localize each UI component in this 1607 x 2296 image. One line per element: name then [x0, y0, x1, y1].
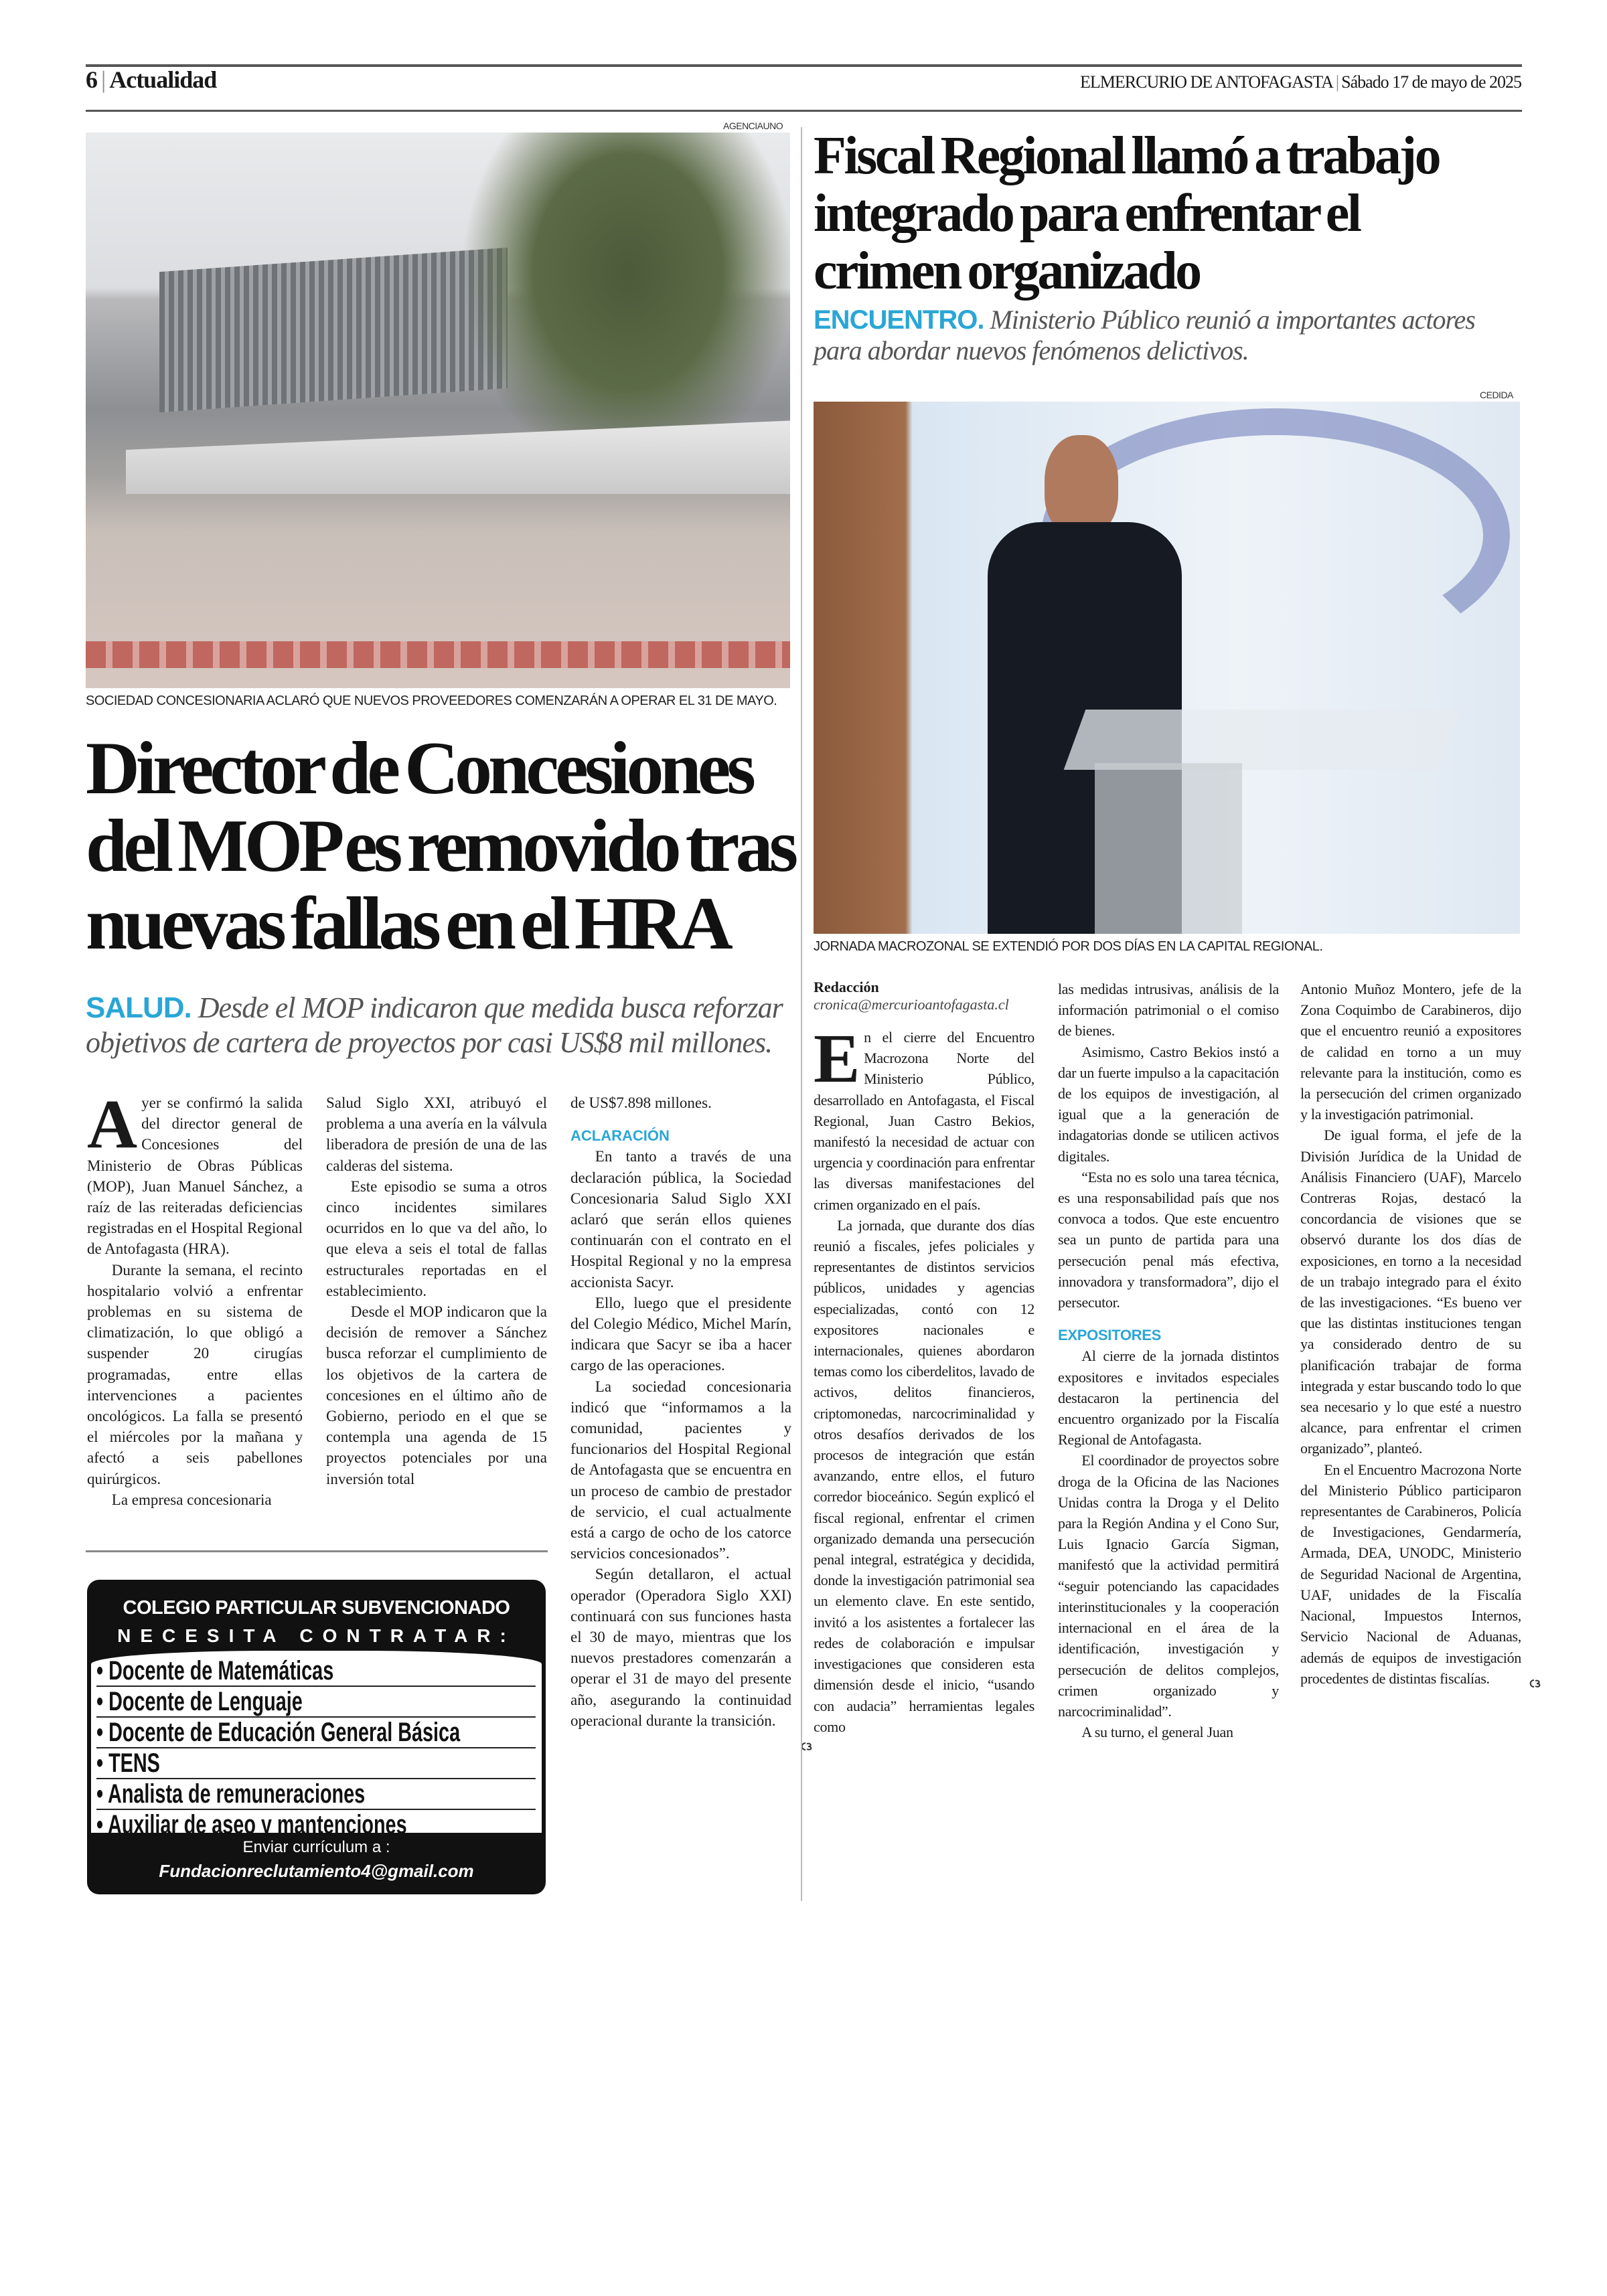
paragraph — [570, 1146, 791, 1292]
headline-line: Fiscal Regional llamó a trabajo — [814, 127, 1440, 185]
byline-author: Redacción — [814, 979, 879, 995]
body-column — [570, 1092, 791, 1747]
page-header-right: ELMERCURIO DE ANTOFAGASTA | Sábado 17 de mayo de 2025 — [1080, 72, 1521, 92]
photo-caption: SOCIEDAD CONCESIONARIA ACLARÓ QUE NUEVOS PROVEEDORES COMENZARÁN A OPERAR EL 31 DE MAYO. — [86, 693, 777, 708]
paragraph — [1300, 1125, 1521, 1459]
headline-line: crimen organizado — [814, 242, 1200, 301]
dek-text: Ministerio Público reunió a importantes actores para abordar nuevos fenómenos delictivos. — [814, 305, 1475, 365]
dek-text: Desde el MOP indicaron que medida busca reforzar objetivos de cartera de proyectos por casi US$8 mil millones. — [86, 991, 783, 1059]
paragraph-text: n el cierre del Encuentro Macrozona Norte del Ministerio Público, desarrollado en Antofagasta, el Fiscal Regional, Juan Castro Bekios, manifestó la necesidad de actuar con urgencia y coordinación para enfrentar las diversas manifestaciones del crimen organizado en el país. — [814, 1029, 1035, 1213]
paragraph — [326, 1301, 547, 1489]
publication-date: Sábado 17 de mayo de 2025 — [1341, 72, 1521, 92]
body-column — [326, 1092, 547, 1489]
speaker-head — [1045, 435, 1118, 536]
paragraph-text: La sociedad concesionaria indicó que “informamos a la comunidad, pacientes y funcionarios del Hospital Regional de Antofagasta que se encuentra en un proceso de cambio de prestador de servicio, el cual actualmente está a cargo de ocho de los catorce servicios concesionados”. — [570, 1378, 791, 1562]
end-of-article-icon — [1504, 1673, 1521, 1684]
paragraph-text: Al cierre de la jornada distintos expositores e invitados especiales destacaron la pertinencia del encuentro organizado por la Fiscalía Regional de Antofagasta. — [1058, 1347, 1279, 1449]
paragraph-text: Antonio Muñoz Montero, jefe de la Zona Coquimbo de Carabineros, dijo que el encuentro reunió a expositores de calidad en torno a un muy relevante para la institución, como es la persecución del crimen organizado y la investigación patrimonial. — [1300, 981, 1521, 1123]
column-rule — [86, 1550, 548, 1552]
paragraph — [570, 1564, 791, 1731]
prosecutor-photo — [814, 402, 1520, 934]
paragraph-text: La jornada, que durante dos días reunió a fiscales, jefes policiales y representantes de distintos servicios públicos, unidades y agencias especializadas, contó con 12 expositores nacionales e internacionales, quienes abordaron temas como los ciberdelitos, lavado de activos, delitos financieros, criptomonedas, narcocriminalidad y otros desafíos derivados de los procesos de integración que están avanzando, entre ellos, el futuro corredor bioceánico. Según explicó el fiscal regional, enfrentar el crimen organizado demanda una persecución penal integral, estratégica y decidida, donde la investigación patrimonial sea un elemento clave. En este sentido, invitó a los asistentes a fortalecer las redes de colaboración e impulsar investigaciones que consideren esta dimensión desde el inicio, “usando con audacia” herramientas legales como — [814, 1216, 1035, 1735]
paragraph — [87, 1086, 303, 1260]
paragraph-text: de US$7.898 millones. — [570, 1094, 712, 1111]
section-name: Actualidad — [109, 66, 217, 93]
dek — [814, 305, 1523, 366]
headline — [86, 727, 795, 965]
paragraph — [87, 1260, 303, 1489]
publication-name: ELMERCURIO DE ANTOFAGASTA — [1080, 72, 1333, 92]
podium — [1064, 710, 1461, 770]
photo-credit: AGENCIAUNO — [723, 120, 783, 131]
paragraph-text: Este episodio se suma a otros cinco incidentes similares ocurridos en lo que va del año, lo que eleva a seis el total de fallas estructurales reportadas en el establecimiento. — [326, 1177, 547, 1299]
paragraph — [1058, 1345, 1279, 1450]
paragraph — [1058, 1167, 1279, 1313]
dek — [86, 991, 795, 1060]
paragraph — [1058, 1450, 1279, 1722]
ad-footer-label: Enviar currículum a : — [242, 1838, 390, 1856]
paragraph — [1300, 1459, 1521, 1689]
header-rule — [86, 110, 1522, 112]
paragraph-text: A su turno, el general Juan — [1081, 1724, 1233, 1741]
body-column — [1300, 979, 1521, 1689]
paragraph — [814, 1215, 1035, 1737]
byline — [814, 979, 1009, 1013]
hospital-building — [159, 248, 508, 412]
paragraph-text: De igual forma, el jefe de la División Jurídica de la Unidad de Análisis Financiero (UAF), Marcelo Contreras Rojas, destacó la concordancia de visiones que se observó durante los dos días de exposiciones, en torno a la necesidad de un trabajo integrado para el éxito de las investigaciones. “Es bueno ver que las distintas instituciones tengan ya considerado dentro de su planificación trabajar de forma integrada y estar buscando todo lo que sea necesario y lo que esté a nuestro alcance, para enfrentar el crimen organizado”, planteó. — [1300, 1127, 1521, 1457]
headline-line: nuevas fallas en el HRA — [86, 882, 729, 965]
paragraph-text: En el Encuentro Macrozona Norte del Ministerio Público participaron representantes de Carabineros, Policía de Investigaciones, Gendarmería, Armada, DEA, UNODC, Ministerio de Seguridad Nacional de Argentina, UAF, unidades de la Fiscalía Nacional, Impuestos Internos, Servicio Nacional de Aduanas, además de equipos de investigación procedentes de distintas fiscalías. — [1300, 1461, 1521, 1687]
paragraph-text: Desde el MOP indicaron que la decisión de remover a Sánchez busca reforzar el cumplimiento de los objetivos de la cartera de concesiones en el último año de Gobierno, periodo en el que se contempla una agenda de 15 proyectos potenciales por una inversión total — [326, 1303, 547, 1487]
ad-item: • Auxiliar de aseo y mantenciones — [96, 1810, 407, 1839]
job-advertisement — [87, 1580, 546, 1894]
page-header-left: 6 | Actualidad — [86, 66, 217, 93]
red-paving — [86, 641, 790, 668]
ad-item: • Docente de Matemáticas — [96, 1656, 536, 1687]
paragraph-text: las medidas intrusivas, análisis de la información patrimonial o el comiso de bienes. — [1058, 981, 1279, 1040]
headline-line: integrado para enfrentar el — [814, 184, 1360, 243]
paragraph — [1058, 1722, 1279, 1742]
article-divider — [801, 127, 802, 1901]
drop-cap: A — [87, 1086, 138, 1163]
paragraph — [326, 1092, 547, 1176]
headline-line: del MOP es removido tras — [86, 805, 795, 888]
kicker: ENCUENTRO. — [814, 305, 984, 335]
hospital-sign — [126, 420, 790, 494]
paragraph — [1058, 979, 1279, 1042]
paragraph-text: “Esta no es solo una tarea técnica, es una responsabilidad país que nos convoca a todos. Que este encuentro sea un punto de partida para una persecución penal más efectiva, innovadora y transformadora”, dijo el persecutor. — [1058, 1168, 1279, 1311]
end-of-article-icon — [774, 1736, 791, 1747]
paragraph-text: Según detallaron, el actual operador (Operadora Siglo XXI) continuará con sus funciones hasta el 30 de mayo, mientras que los nuevos prestadores comenzarán a operar el 31 de mayo del presente año, asegurando la continuidad operacional durante la transición. — [570, 1566, 791, 1729]
paragraph — [326, 1176, 547, 1301]
body-column — [814, 1020, 1035, 1737]
headline — [814, 127, 1439, 300]
paragraph — [87, 1489, 303, 1510]
paragraph-text: La empresa concesionaria — [111, 1491, 272, 1508]
paragraph-text: Asimismo, Castro Bekios instó a dar un fuerte impulso a la capacitación de los equipos de investigación, al igual que a la generación de indagatorias donde se utilicen activos digitales. — [1058, 1043, 1279, 1165]
photo-credit: CEDIDA — [1480, 390, 1513, 400]
ad-list — [96, 1656, 538, 1839]
paragraph — [570, 1376, 791, 1564]
body-column — [87, 1086, 303, 1510]
podium-stand — [1095, 763, 1242, 934]
top-rule — [86, 64, 1522, 67]
paragraph-text: Durante la semana, el recinto hospitalario volvió a enfrentar problemas en su sistema de climatización, lo que obligó a suspender 20 cirugías programadas, entre ellas intervenciones a pacientes oncológicos. La falla se presentó el miércoles por la mañana y afectó a seis pabellones quirúrgicos. — [87, 1261, 303, 1487]
subheading: ACLARACIÓN — [570, 1127, 670, 1145]
page-number: 6 — [86, 66, 97, 93]
kicker: SALUD. — [86, 991, 192, 1024]
paragraph — [570, 1293, 791, 1376]
ad-subtitle: NECESITA CONTRATAR: — [117, 1625, 516, 1646]
subheading: EXPOSITORES — [1058, 1327, 1162, 1344]
paragraph-text: En tanto a través de una declaración pública, la Sociedad Concesionaria Salud Siglo XXI aclaró que serán ellos quienes continuarán con el contrato en el Hospital Regional y no la empresa accionista Sacyr. — [570, 1148, 791, 1291]
body-column — [1058, 979, 1279, 1742]
headline-line: Director de Concesiones — [86, 727, 752, 810]
paragraph-text: Salud Siglo XXI, atribuyó el problema a una avería en la válvula liberadora de presión de una de las calderas del sistema. — [326, 1094, 547, 1174]
photo-caption: JORNADA MACROZONAL SE EXTENDIÓ POR DOS DÍAS EN LA CAPITAL REGIONAL. — [814, 939, 1323, 954]
paragraph — [570, 1092, 791, 1113]
paragraph — [1300, 979, 1521, 1125]
byline-email[interactable]: cronica@mercurioantofagasta.cl — [814, 996, 1009, 1013]
hospital-photo — [86, 133, 790, 688]
paragraph-text: yer se confirmó la salida del director general de Concesiones del Ministerio de Obras Públicas (MOP), Juan Manuel Sánchez, a raíz de las reiteradas deficiencias registradas en el Hospital Regional de Antofagasta (HRA). — [87, 1094, 303, 1258]
paragraph-text: El coordinador de proyectos sobre droga de la Oficina de las Naciones Unidas contra la Droga y el Delito para la Región Andina y el Cono Sur, Luis Ignacio García Sigman, manifestó que la actividad permitirá “seguir potenciando las capacidades interinstitucionales y la cooperación internacional en el área de la identificación, investigación y persecución de delitos complejos, crimen organizado y narcocriminalidad”. — [1058, 1452, 1279, 1720]
ad-item: • Docente de Educación General Básica — [96, 1718, 536, 1748]
drop-cap: E — [814, 1020, 860, 1097]
ad-title: COLEGIO PARTICULAR SUBVENCIONADO — [123, 1597, 510, 1619]
ad-email[interactable]: Fundacionreclutamiento4@gmail.com — [159, 1861, 474, 1881]
paragraph-text: Ello, luego que el presidente del Colegio Médico, Michel Marín, indicara que Sacyr se iba a hacer cargo de las operaciones. — [570, 1294, 791, 1374]
ad-item: • Docente de Lenguaje — [96, 1687, 536, 1718]
ad-item: • TENS — [96, 1748, 536, 1779]
ad-item: • Analista de remuneraciones — [96, 1779, 536, 1810]
paragraph — [1058, 1042, 1279, 1167]
paragraph — [814, 1020, 1035, 1215]
backdrop-lettering — [1175, 556, 1396, 602]
